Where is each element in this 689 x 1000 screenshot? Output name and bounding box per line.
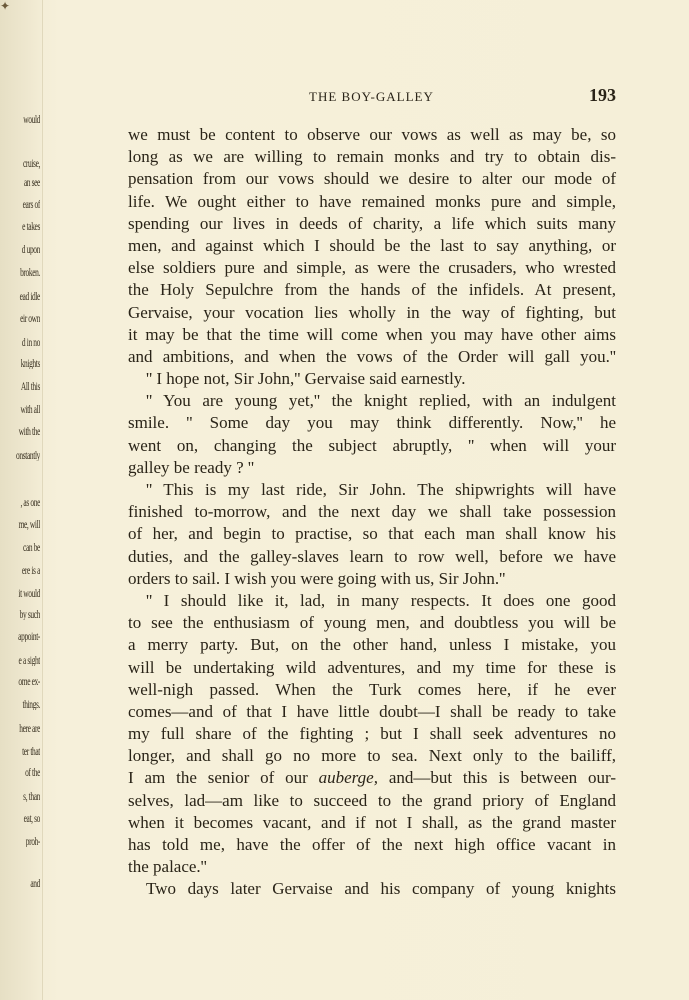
text-line: a merry party. But, on the other hand, unless I mistake, you <box>128 635 616 655</box>
margin-fragment: All this <box>20 380 40 392</box>
margin-fragment: with all <box>20 403 40 415</box>
text-line: the palace.'' <box>128 857 207 877</box>
text-line: finished to-morrow, and the next day we shall take possession <box>128 502 616 522</box>
margin-fragment: here are <box>19 722 40 734</box>
text-segment: and—but this is between our- <box>377 768 616 788</box>
margin-fragment: knights <box>20 357 40 369</box>
margin-fragment: of the <box>25 766 40 778</box>
margin-fragment: e a sight <box>18 654 40 666</box>
margin-fragment: would <box>23 113 40 125</box>
margin-fragment: it would <box>18 587 40 599</box>
text-line: the Holy Sepulchre from the hands of the infidels. At present, <box>128 280 616 300</box>
margin-fragment: me, will <box>18 518 40 530</box>
margin-fragment: , as one <box>20 496 40 508</box>
text-line: smile. '' Some day you may think differently. Now,'' he <box>128 413 616 433</box>
margin-fragment: d upon <box>21 243 40 255</box>
text-line: '' I should like it, lad, in many respects. It does one good <box>146 590 616 610</box>
margin-fragment: with the <box>18 425 40 437</box>
running-title: THE BOY-GALLEY <box>309 89 434 104</box>
margin-fragment: broken. <box>20 266 40 278</box>
text-line: has told me, have the offer of the next high office vacant in <box>128 835 616 854</box>
text-line: of her, and begin to practise, so that each man shall know his <box>128 524 616 544</box>
text-line: life. We ought either to have remained monks pure and simple, <box>128 191 616 211</box>
text-line: duties, and the galley-slaves learn to row well, before we have <box>128 546 616 566</box>
text-line: my full share of the fighting ; but I shall seek adventures no <box>128 724 616 744</box>
margin-fragment: ere is a <box>21 564 40 576</box>
margin-fragment: an see <box>23 176 40 188</box>
margin-fragment: and <box>30 877 40 889</box>
margin-fragment: things. <box>22 698 40 710</box>
margin-fragment: s, than <box>23 790 40 802</box>
text-line: pensation from our vows should we desire to alter our mode of <box>128 169 616 189</box>
text-line: '' I hope not, Sir John,'' Gervaise said earnestly. <box>146 369 466 389</box>
margin-fragment: proh- <box>25 835 40 847</box>
margin-fragment: onstantly <box>16 449 40 461</box>
margin-fragment: e takes <box>22 220 40 232</box>
text-line: Gervaise, your vocation lies wholly in the way of fighting, but <box>128 302 616 322</box>
margin-fragment: ome ex- <box>18 675 40 687</box>
text-line: we must be content to observe our vows as well as may be, so <box>128 125 616 144</box>
margin-fragment: by such <box>19 608 40 620</box>
text-line: and ambitions, and when the vows of the Order will gall you.'' <box>128 346 616 366</box>
text-line: comes—and of that I have little doubt—I shall be ready to take <box>128 701 616 721</box>
text-line: it may be that the time will come when you may have other aims <box>128 324 616 344</box>
text-line: galley be ready ? '' <box>128 457 255 477</box>
italic-word: auberge, <box>318 768 378 788</box>
margin-fragment: eir own <box>20 312 40 324</box>
text-line: when it becomes vacant, and if not I shall, as the grand master <box>128 812 616 832</box>
margin-fragment: cruise, <box>22 157 40 169</box>
text-line: will be undertaking wild adventures, and my time for these is <box>128 657 616 677</box>
text-line: went on, changing the subject abruptly, '' when will your <box>128 435 616 455</box>
page-header <box>128 87 616 109</box>
text-segment: I am the senior of our <box>128 768 319 788</box>
text-line: to see the enthusiasm of young men, and doubtless you will be <box>128 613 616 633</box>
margin-fragment: appoint- <box>18 630 40 642</box>
margin-fragment: ears of <box>22 198 40 210</box>
text-line: long as we are willing to remain monks and try to obtain dis- <box>128 147 616 167</box>
margin-fragment: can be <box>23 541 40 553</box>
text-line: longer, and shall go no more to sea. Next only to the bailiff, <box>128 746 616 766</box>
text-line: '' This is my last ride, Sir John. The shipwrights will have <box>146 480 616 499</box>
text-line: well-nigh passed. When the Turk comes here, if he ever <box>128 679 616 699</box>
text-line: selves, lad—am like to succeed to the grand priory of England <box>128 790 616 810</box>
text-line: orders to sail. I wish you were going with us, Sir John.'' <box>128 568 506 588</box>
margin-fragment: eat, so <box>23 812 40 824</box>
page-number: 193 <box>589 85 616 105</box>
text-line <box>128 767 616 789</box>
margin-fragment: ead idle <box>19 290 40 302</box>
corner-mark: ✦ <box>0 0 11 13</box>
margin-fragment: d in no <box>21 336 40 348</box>
text-line: Two days later Gervaise and his company of young knights <box>146 879 616 899</box>
text-line: '' You are young yet,'' the knight replied, with an indulgent <box>146 391 616 411</box>
margin-fragment: ter that <box>22 745 40 757</box>
text-line: spending our lives in deeds of charity, a life which suits many <box>128 213 616 233</box>
text-line: men, and against which I should be the last to say anything, or <box>128 235 616 255</box>
text-line: else soldiers pure and simple, as were the crusaders, who wrested <box>128 258 616 278</box>
body-text <box>128 124 616 901</box>
